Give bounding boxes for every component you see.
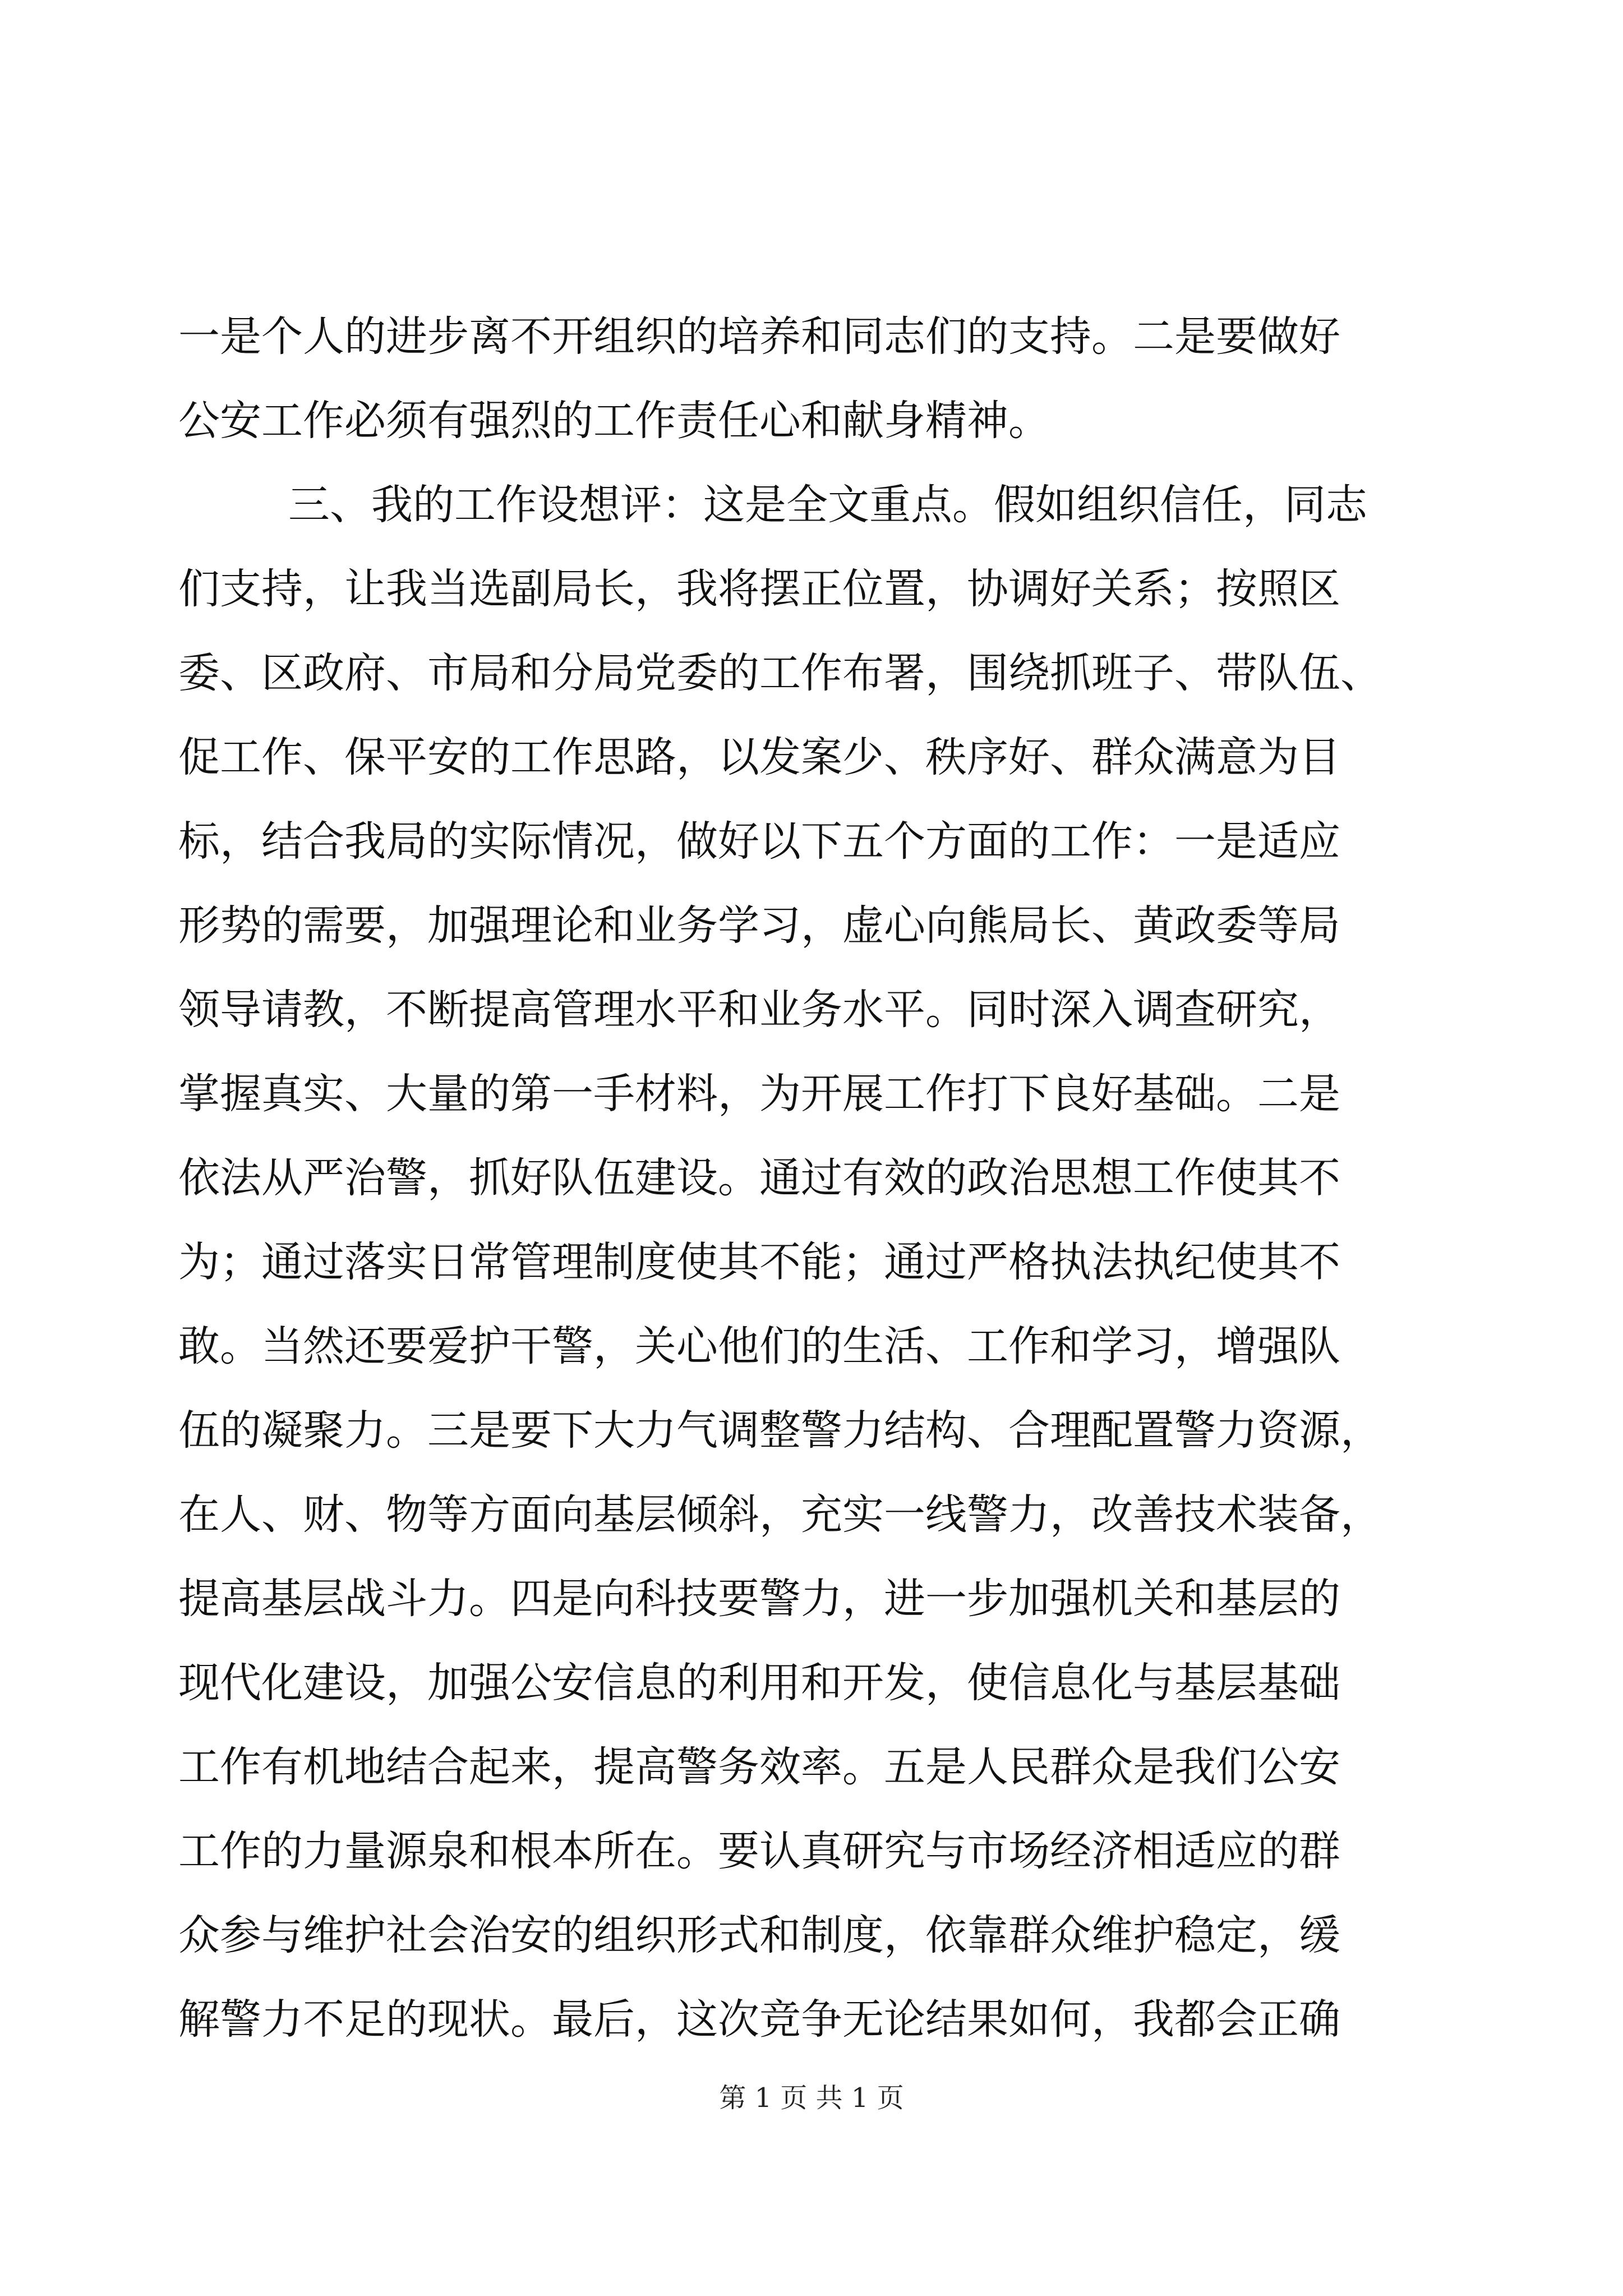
section-heading-line: 三、我的工作设想评：这是全文重点。假如组织信任，同志	[288, 481, 1367, 529]
text-line: 在人、财、物等方面向基层倾斜，充实一线警力，改善技术装备，	[178, 1490, 1382, 1539]
text-line: 一是个人的进步离不开组织的培养和同志们的支持。二是要做好	[178, 312, 1340, 361]
text-line: 工作有机地结合起来，提高警务效率。五是人民群众是我们公安	[178, 1743, 1340, 1791]
text-line: 现代化建设，加强公安信息的利用和开发，使信息化与基层基础	[178, 1659, 1340, 1707]
text-line: 提高基层战斗力。四是向科技要警力，进一步加强机关和基层的	[178, 1575, 1340, 1623]
text-line: 公安工作必须有强烈的工作责任心和献身精神。	[178, 397, 1050, 445]
text-line: 众参与维护社会治安的组织形式和制度，依靠群众维护稳定，缓	[178, 1911, 1340, 1959]
text-line: 委、区政府、市局和分局党委的工作布署，围绕抓班子、带队伍、	[178, 649, 1382, 697]
text-line: 为；通过落实日常管理制度使其不能；通过严格执法执纪使其不	[178, 1238, 1340, 1286]
text-line: 解警力不足的现状。最后，这次竞争无论结果如何，我都会正确	[178, 1995, 1340, 2044]
text-line: 形势的需要，加强理论和业务学习，虚心向熊局长、黄政委等局	[178, 901, 1340, 950]
text-line: 标，结合我局的实际情况，做好以下五个方面的工作：一是适应	[178, 817, 1340, 866]
text-line: 领导请教，不断提高管理水平和业务水平。同时深入调查研究，	[178, 986, 1340, 1034]
text-line: 们支持，让我当选副局长，我将摆正位置，协调好关系；按照区	[178, 565, 1340, 613]
text-line: 伍的凝聚力。三是要下大力气调整警力结构、合理配置警力资源，	[178, 1406, 1382, 1455]
text-line: 促工作、保平安的工作思路，以发案少、秩序好、群众满意为目	[178, 733, 1340, 781]
text-line: 依法从严治警，抓好队伍建设。通过有效的政治思想工作使其不	[178, 1154, 1340, 1202]
body-text	[178, 295, 1446, 2062]
text-line: 工作的力量源泉和根本所在。要认真研究与市场经济相适应的群	[178, 1827, 1340, 1875]
text-line: 掌握真实、大量的第一手材料，为开展工作打下良好基础。二是	[178, 1070, 1340, 1118]
text-line: 敢。当然还要爱护干警，关心他们的生活、工作和学习，增强队	[178, 1322, 1340, 1370]
page-number-footer: 第 1 页 共 1 页	[719, 2082, 904, 2114]
